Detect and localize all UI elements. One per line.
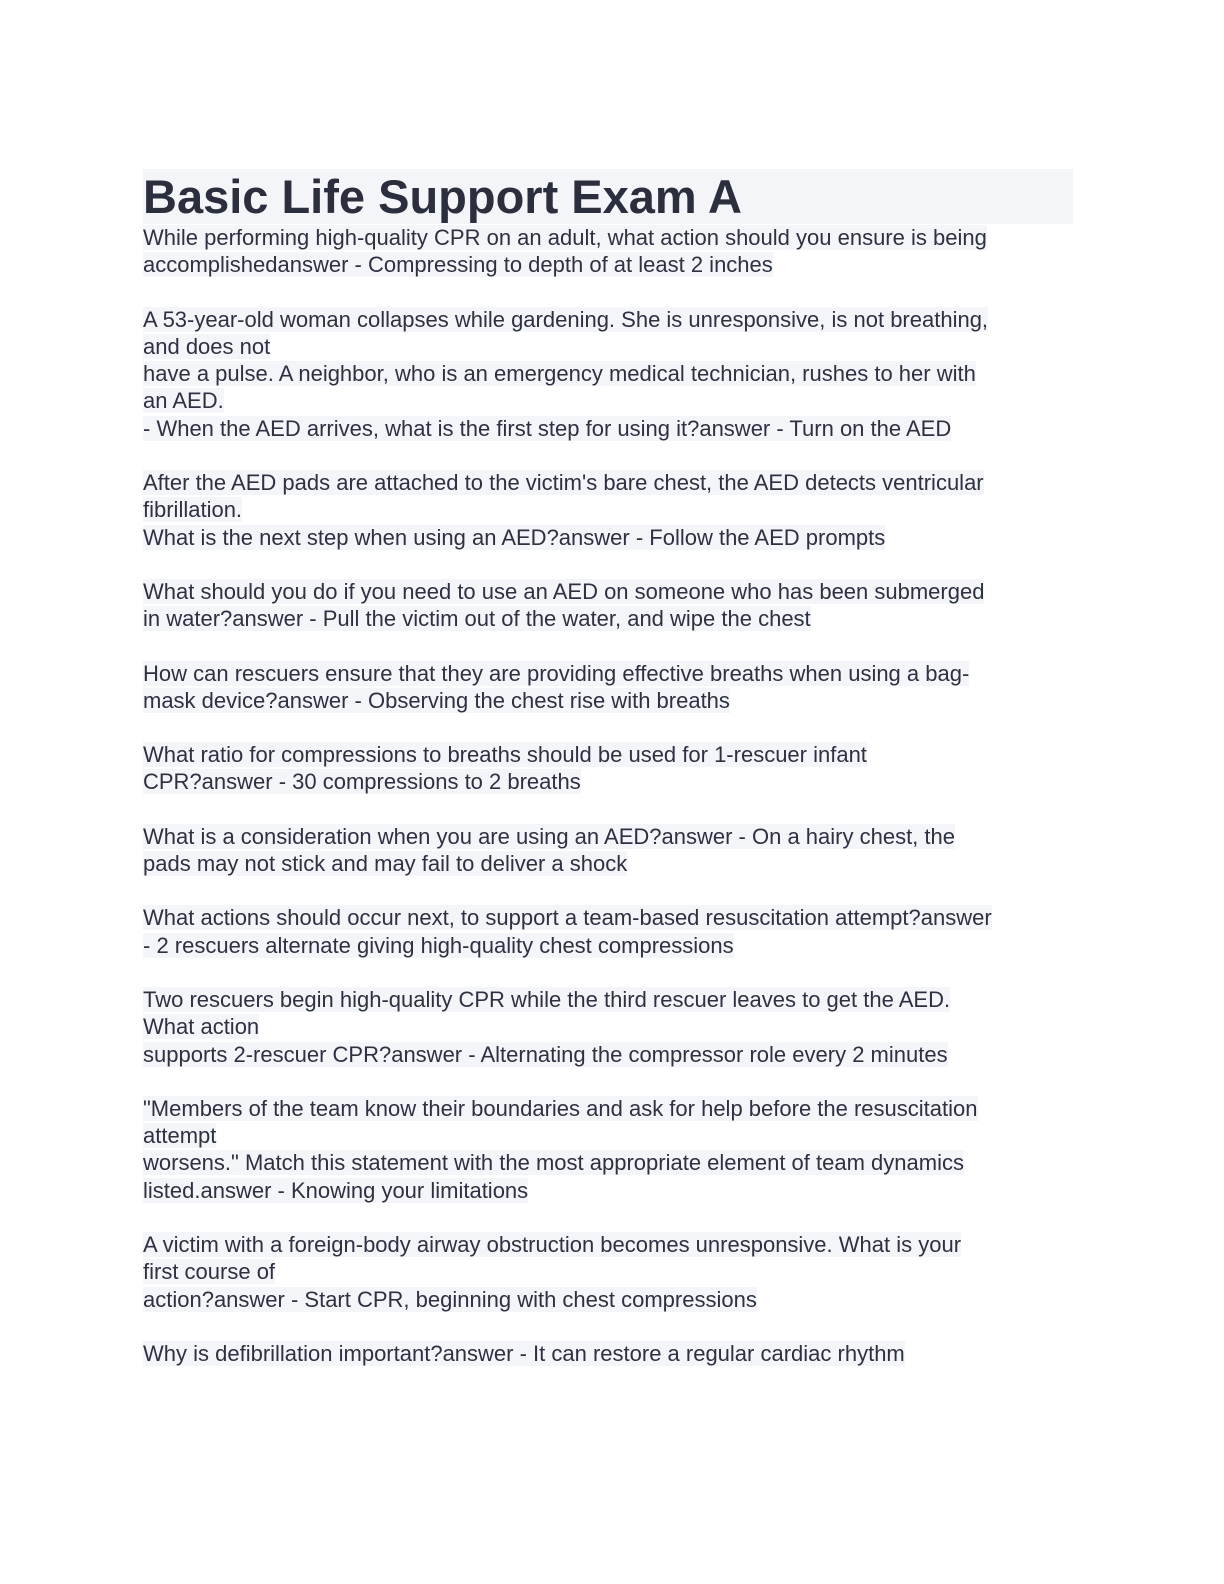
- qa-item: [143, 986, 1073, 1068]
- qa-line-text: A victim with a foreign-body airway obstruction becomes unresponsive. What is your: [143, 1232, 962, 1258]
- qa-line-text: - When the AED arrives, what is the first step for using it?answer - Turn on the AED: [143, 415, 952, 441]
- qa-line-text: CPR?answer - 30 compressions to 2 breaths: [143, 769, 581, 795]
- qa-line-text: first course of: [143, 1259, 276, 1285]
- qa-line-text: What should you do if you need to use an AED on someone who has been submerged: [143, 578, 985, 604]
- qa-line-text: mask device?answer - Observing the chest rise with breaths: [143, 687, 730, 713]
- qa-line-text: While performing high-quality CPR on an adult, what action should you ensure is being: [143, 225, 987, 250]
- qa-line-text: How can rescuers ensure that they are providing effective breaths when using a bag-: [143, 660, 970, 686]
- qa-line: [143, 687, 1073, 714]
- qa-line: [143, 1149, 1073, 1176]
- qa-item: [143, 1095, 1073, 1204]
- qa-line: [143, 387, 1073, 414]
- qa-item: [143, 224, 1073, 279]
- qa-item: [143, 823, 1073, 878]
- qa-line: [143, 932, 1073, 959]
- qa-line: [143, 496, 1073, 523]
- qa-line-text: in water?answer - Pull the victim out of the water, and wipe the chest: [143, 606, 811, 632]
- document-page: [143, 169, 1073, 1394]
- qa-line: [143, 1041, 1073, 1068]
- qa-line-text: supports 2-rescuer CPR?answer - Alternating the compressor role every 2 minutes: [143, 1041, 948, 1067]
- qa-line: [143, 850, 1073, 877]
- qa-line-text: Why is defibrillation important?answer - It can restore a regular cardiac rhythm: [143, 1340, 905, 1366]
- qa-line-text: listed.answer - Knowing your limitations: [143, 1177, 529, 1203]
- qa-line: [143, 741, 1073, 768]
- qa-line: [143, 306, 1073, 333]
- qa-line-text: Two rescuers begin high-quality CPR while the third rescuer leaves to get the AED.: [143, 986, 951, 1012]
- qa-line: [143, 1340, 1073, 1367]
- qa-line-text: attempt: [143, 1123, 217, 1149]
- qa-line-text: What is the next step when using an AED?answer - Follow the AED prompts: [143, 524, 886, 550]
- qa-list: [143, 224, 1073, 1367]
- qa-item: [143, 741, 1073, 796]
- qa-line-text: an AED.: [143, 388, 224, 414]
- qa-line: [143, 360, 1073, 387]
- qa-line: [143, 1122, 1073, 1149]
- qa-line: [143, 251, 1073, 278]
- qa-line: [143, 1177, 1073, 1204]
- qa-line-text: What is a consideration when you are using an AED?answer - On a hairy chest, the: [143, 823, 955, 849]
- qa-line-text: "Members of the team know their boundaries and ask for help before the resuscitation: [143, 1095, 978, 1121]
- page-title: Basic Life Support Exam A: [143, 170, 742, 223]
- qa-line: [143, 1095, 1073, 1122]
- qa-item: [143, 306, 1073, 442]
- qa-line: [143, 986, 1073, 1013]
- qa-line: [143, 605, 1073, 632]
- qa-line-text: A 53-year-old woman collapses while gardening. She is unresponsive, is not breathing,: [143, 306, 989, 332]
- qa-item: [143, 660, 1073, 715]
- qa-item: [143, 1231, 1073, 1313]
- qa-line-text: worsens." Match this statement with the most appropriate element of team dynamics: [143, 1150, 964, 1176]
- qa-item: [143, 578, 1073, 633]
- qa-line-text: fibrillation.: [143, 497, 243, 523]
- qa-line-text: pads may not stick and may fail to deliver a shock: [143, 851, 628, 877]
- qa-line: [143, 1258, 1073, 1285]
- qa-line-text: - 2 rescuers alternate giving high-quality chest compressions: [143, 932, 734, 958]
- qa-line: [143, 1231, 1073, 1258]
- qa-line-text: After the AED pads are attached to the victim's bare chest, the AED detects ventricular: [143, 470, 984, 496]
- qa-item: [143, 469, 1073, 551]
- qa-line-text: action?answer - Start CPR, beginning with chest compressions: [143, 1286, 757, 1312]
- qa-line: [143, 1286, 1073, 1313]
- title-block: [143, 169, 1073, 224]
- qa-item: [143, 1340, 1073, 1367]
- qa-line: [143, 415, 1073, 442]
- qa-line-text: What actions should occur next, to support a team-based resuscitation attempt?answer: [143, 905, 992, 931]
- qa-line: [143, 904, 1073, 931]
- qa-line-text: have a pulse. A neighbor, who is an emergency medical technician, rushes to her with: [143, 361, 976, 387]
- qa-line-text: What ratio for compressions to breaths should be used for 1-rescuer infant: [143, 742, 867, 768]
- qa-line: [143, 578, 1073, 605]
- qa-line: [143, 660, 1073, 687]
- qa-line-text: accomplishedanswer - Compressing to depth of at least 2 inches: [143, 252, 773, 278]
- qa-line: [143, 823, 1073, 850]
- qa-line-text: What action: [143, 1014, 260, 1040]
- qa-line: [143, 524, 1073, 551]
- qa-line: [143, 1013, 1073, 1040]
- qa-line: [143, 469, 1073, 496]
- qa-item: [143, 904, 1073, 959]
- qa-line: [143, 224, 1073, 251]
- qa-line-text: and does not: [143, 333, 271, 359]
- qa-line: [143, 768, 1073, 795]
- qa-line: [143, 333, 1073, 360]
